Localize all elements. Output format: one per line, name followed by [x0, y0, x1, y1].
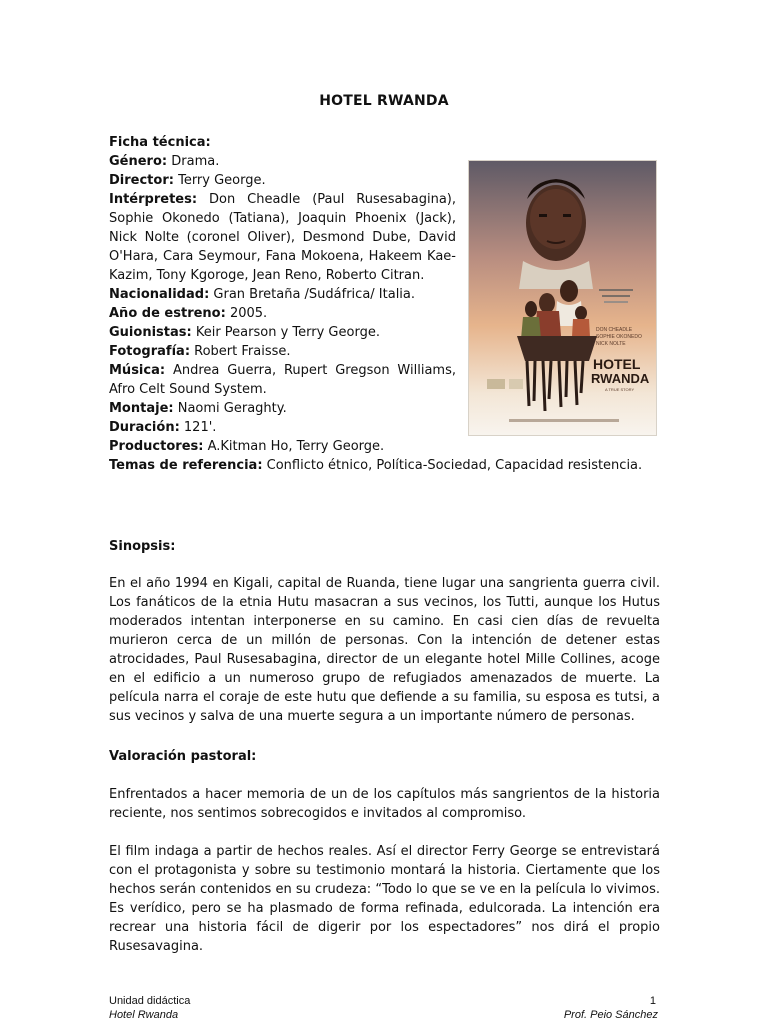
valoracion-title: Valoración pastoral: — [109, 749, 257, 764]
ficha-nacionalidad: Nacionalidad: Gran Bretaña /Sudáfrica/ Italia. — [109, 287, 416, 302]
ficha-director: Director: Terry George. — [109, 173, 266, 188]
page-title: HOTEL RWANDA — [319, 93, 449, 109]
footer-film: Hotel Rwanda — [109, 1009, 179, 1021]
poster-cast-1: DON CHEADLE — [596, 327, 633, 333]
valoracion-section — [109, 747, 660, 956]
page-number: 1 — [649, 995, 656, 1007]
poster-cast-2: SOPHIE OKONEDO — [596, 334, 642, 340]
poster-title-1: HOTEL — [593, 356, 641, 372]
ficha-duracion: Duración: 121'. — [109, 420, 217, 435]
poster-tagline: A TRUE STORY — [605, 387, 635, 392]
ficha-genero: Género: Drama. — [109, 154, 220, 169]
footer-left — [109, 994, 190, 1022]
footer-right — [564, 994, 658, 1022]
footer-unit: Unidad didáctica — [109, 995, 191, 1007]
sinopsis-text: En el año 1994 en Kigali, capital de Ruanda, tiene lugar una sangrienta guerra civil. Los fanáticos de la etnia Hutu masacran a sus vecinos, los Tutti, aunque los Hutus moderados intentan interponerse en su camino. En casi cien días de revuelta murieron cerca de un millón de personas. Con la intención de detener estas atrocidades, Paul Rusesabagina, director de un elegante hotel Mille Collines, acoge en el edificio a un numeroso grupo de refugiados amenazados de muerte. La película narra el coraje de este hutu que defiende a su familia, su esposa es tutsi, a sus vecinos y salva de una muerte segura a un importante número de personas. — [109, 576, 660, 724]
poster-art — [469, 161, 656, 435]
ficha-heading: Ficha técnica: — [109, 135, 211, 150]
sinopsis-title: Sinopsis: — [109, 539, 176, 554]
ficha-guionistas: Guionistas: Keir Pearson y Terry George. — [109, 325, 380, 340]
ficha-montaje: Montaje: Naomi Geraghty. — [109, 401, 287, 416]
valoracion-paragraph-1: Enfrentados a hacer memoria de un de los capítulos más sangrientos de la historia reciente, nos sentimos sobrecogidos e invitados al compromiso. — [109, 787, 660, 821]
poster-cast-3: NICK NOLTE — [596, 341, 626, 347]
movie-poster-image — [468, 160, 657, 436]
footer-author: Prof. Peio Sánchez — [563, 1009, 658, 1021]
ficha-temas: Temas de referencia: Conflicto étnico, Política-Sociedad, Capacidad resistencia. — [109, 458, 643, 473]
ficha-fotografia: Fotografía: Robert Fraisse. — [109, 344, 291, 359]
sinopsis-section — [109, 537, 660, 726]
ficha-estreno: Año de estreno: 2005. — [109, 306, 268, 321]
ficha-interpretes: Intérpretes: Don Cheadle (Paul Rusesabagina), Sophie Okonedo (Tatiana), Joaquin Phoenix (Jack), Nick Nolte (coronel Oliver), Desmond Dube, David O'Hara, Cara Seymour, Fana Mokoena, Hakeem Kae-Kazim, Tony Kgoroge, Jean Reno, Roberto Citran. — [109, 192, 456, 283]
poster-title-2: RWANDA — [591, 371, 650, 386]
ficha-tecnica — [109, 133, 657, 475]
ficha-musica: Música: Andrea Guerra, Rupert Gregson Williams, Afro Celt Sound System. — [109, 363, 456, 397]
ficha-productores: Productores: A.Kitman Ho, Terry George. — [109, 439, 385, 454]
valoracion-paragraph-2: El film indaga a partir de hechos reales. Así el director Ferry George se entrevistará con el protagonista y sobre su testimonio montará la historia. Ciertamente que los hechos serán contenidos en su crudeza: “Todo lo que se ve en la película lo vivimos. Es verídico, pero se ha plasmado de forma refinada, edulcorada. La intención era recrear una historia fácil de digerir por los espectadores” nos dirá el propio Rusesavagina. — [109, 844, 660, 954]
